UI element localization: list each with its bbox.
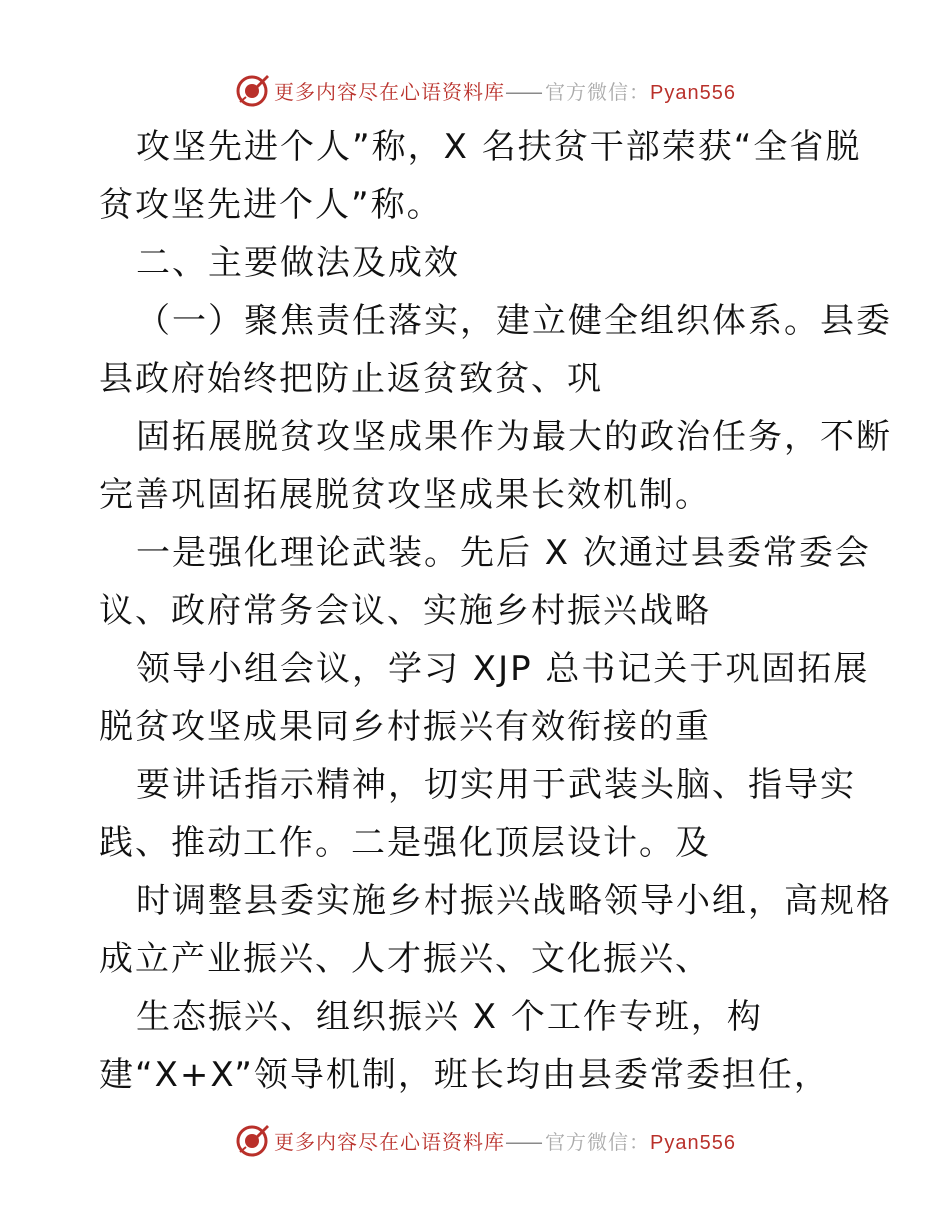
pen-seal-icon bbox=[234, 1122, 270, 1158]
body-line-14: 时调整县委实施乡村振兴战略领导小组，高规格 bbox=[136, 881, 892, 921]
body-line-15: 成立产业振兴、人才振兴、文化振兴、 bbox=[99, 939, 711, 979]
header-banner bbox=[234, 71, 736, 109]
section-heading: 二、主要做法及成效 bbox=[136, 243, 460, 283]
body-line-7: 完善巩固拓展脱贫攻坚成果长效机制。 bbox=[99, 475, 711, 515]
pen-seal-icon bbox=[234, 72, 270, 108]
body-line-8: 一是强化理论武装。先后 X 次通过县委常委会 bbox=[136, 533, 871, 573]
body-line-13: 践、推动工作。二是强化顶层设计。及 bbox=[99, 823, 711, 863]
header-banner-slogan: 更多内容尽在心语资料库 bbox=[274, 79, 505, 104]
body-line-17: 建“X+X”领导机制，班长均由县委常委担任， bbox=[99, 1055, 830, 1095]
body-line-9: 议、政府常务会议、实施乡村振兴战略 bbox=[99, 591, 711, 631]
header-banner-dash: —— bbox=[505, 79, 541, 104]
footer-banner-id: Pyan556 bbox=[650, 1131, 736, 1154]
footer-banner-text bbox=[274, 1126, 736, 1155]
body-line-10: 领导小组会议，学习 XJP 总书记关于巩固拓展 bbox=[136, 649, 870, 689]
body-line-11: 脱贫攻坚成果同乡村振兴有效衔接的重 bbox=[99, 707, 711, 747]
body-line-5: 县政府始终把防止返贫致贫、巩 bbox=[99, 359, 603, 399]
body-line-16: 生态振兴、组织振兴 X 个工作专班，构 bbox=[136, 997, 763, 1037]
footer-banner-label: 官方微信： bbox=[545, 1129, 650, 1154]
body-line-2: 贫攻坚先进个人”称。 bbox=[99, 185, 443, 225]
header-banner-label: 官方微信： bbox=[545, 79, 650, 104]
body-line-1: 攻坚先进个人”称，X 名扶贫干部荣获“全省脱 bbox=[136, 127, 862, 167]
body-line-4: （一）聚焦责任落实，建立健全组织体系。县委 bbox=[136, 301, 892, 341]
footer-banner-dash: —— bbox=[505, 1129, 541, 1154]
footer-banner-slogan: 更多内容尽在心语资料库 bbox=[274, 1129, 505, 1154]
footer-banner bbox=[234, 1121, 736, 1159]
header-banner-id: Pyan556 bbox=[650, 81, 736, 104]
header-banner-text bbox=[274, 76, 736, 105]
body-line-12: 要讲话指示精神，切实用于武装头脑、指导实 bbox=[136, 765, 856, 805]
body-line-6: 固拓展脱贫攻坚成果作为最大的政治任务，不断 bbox=[136, 417, 892, 457]
